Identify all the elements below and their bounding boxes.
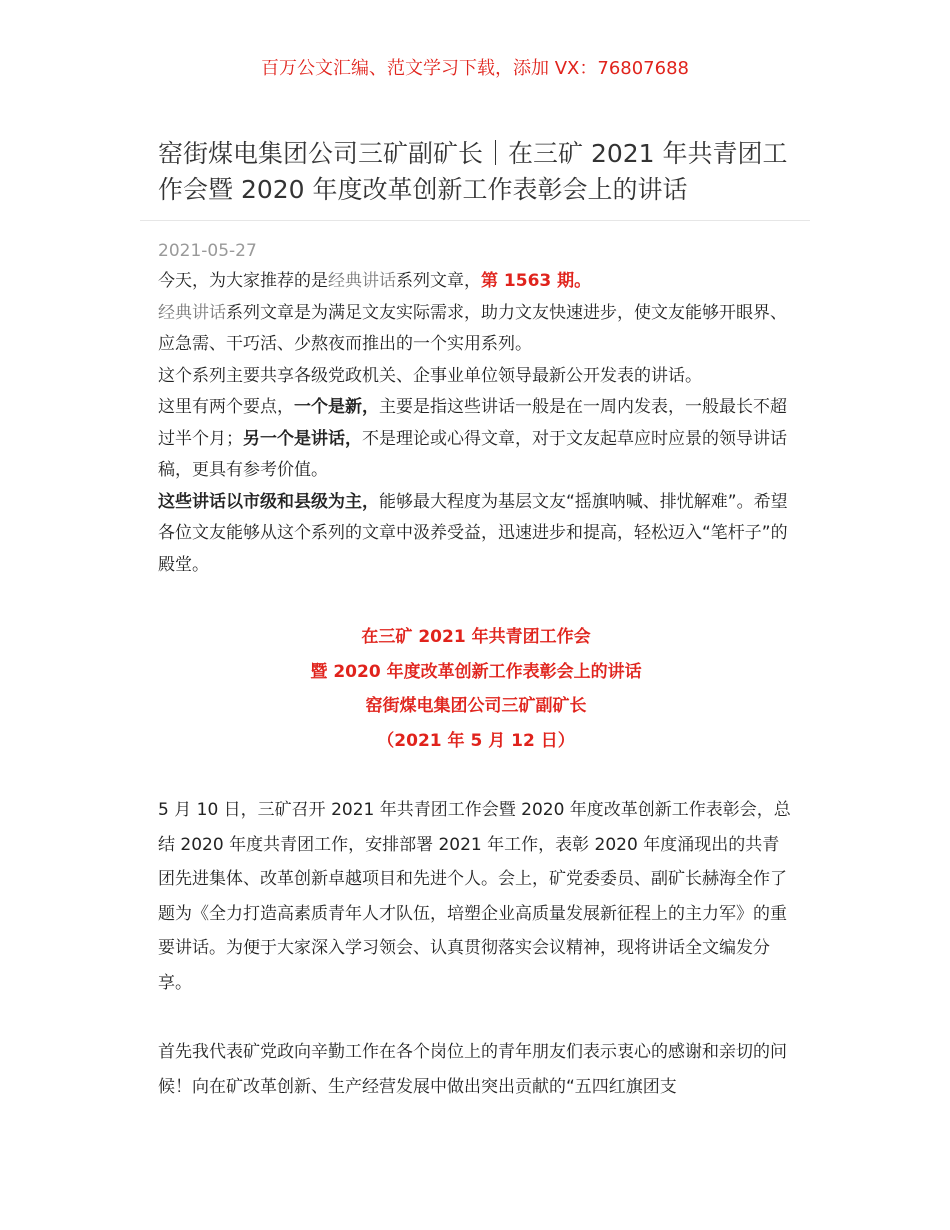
intro-text: 系列文章， <box>396 271 481 291</box>
intro-paragraph-2 <box>158 298 794 361</box>
intro-text: 主要是指这些讲话一般是在一周内发表，一般最长不超过半个月； <box>158 397 787 449</box>
key-point-speech: 另一个是讲话， <box>243 428 362 449</box>
intro-text: 不是理论或心得文章，对于文友起草应时应景的领导讲话稿，更具有参考价值。 <box>158 428 787 480</box>
intro-section <box>158 266 794 581</box>
title-divider <box>140 220 810 221</box>
intro-text: 今天，为大家推荐的是 <box>158 271 328 291</box>
article-title: 窑街煤电集团公司三矿副矿长｜在三矿 2021 年共青团工作会暨 2020 年度改革创新工作表彰会上的讲话 <box>158 139 788 204</box>
speech-heading-line-1: 在三矿 2021 年共青团工作会 <box>361 627 591 647</box>
promo-banner: 百万公文汇编、范文学习下载，添加 VX：76807688 <box>261 58 689 79</box>
key-point-level: 这些讲话以市级和县级为主， <box>158 491 379 512</box>
intro-text: 这里有两个要点， <box>158 397 294 417</box>
issue-number: 第 1563 期。 <box>481 271 592 291</box>
speech-heading-line-3: 窑街煤电集团公司三矿副矿长 <box>365 696 587 716</box>
intro-paragraph-3: 这个系列主要共享各级党政机关、企事业单位领导最新公开发表的讲话。 <box>158 365 702 386</box>
intro-text: 系列文章是为满足文友实际需求，助力文友快速进步，使文友能够开眼界、应急需、干巧活、少熬夜而推出的一个实用系列。 <box>158 302 787 354</box>
body-paragraph-1: 5 月 10 日，三矿召开 2021 年共青团工作会暨 2020 年度改革创新工作表彰会，总结 2020 年度共青团工作，安排部署 2021 年工作，表彰 2020 年度涌现出的共青团先进集体、改革创新卓越项目和先进个人。会上，矿党委委员、副矿长赫海全作了题为《全力打造高素质青年人才队伍，培塑企业高质量发展新征程上的主力军》的重要讲话。为便于大家深入学习领会、认真贯彻落实会议精神，现将讲话全文编发分享。 <box>158 800 791 993</box>
series-name: 经典讲话 <box>158 302 226 323</box>
publish-date: 2021-05-27 <box>158 241 257 261</box>
intro-text: 能够最大程度为基层文友“摇旗呐喊、排忧解难”。希望各位文友能够从这个系列的文章中汲养受益，迅速进步和提高，轻松迈入“笔杆子”的殿堂。 <box>158 491 788 575</box>
intro-paragraph-1 <box>158 266 794 298</box>
body-paragraph-2: 首先我代表矿党政向辛勤工作在各个岗位上的青年朋友们表示衷心的感谢和亲切的问候！向在矿改革创新、生产经营发展中做出突出贡献的“五四红旗团支 <box>158 1042 787 1097</box>
speech-heading-line-4: （2021 年 5 月 12 日） <box>377 730 575 751</box>
key-point-new: 一个是新， <box>294 397 379 417</box>
intro-paragraph-4 <box>158 392 794 487</box>
speech-heading <box>158 620 794 758</box>
series-name: 经典讲话 <box>328 271 396 291</box>
speech-heading-line-2: 暨 2020 年度改革创新工作表彰会上的讲话 <box>310 661 642 682</box>
intro-paragraph-5 <box>158 487 794 582</box>
